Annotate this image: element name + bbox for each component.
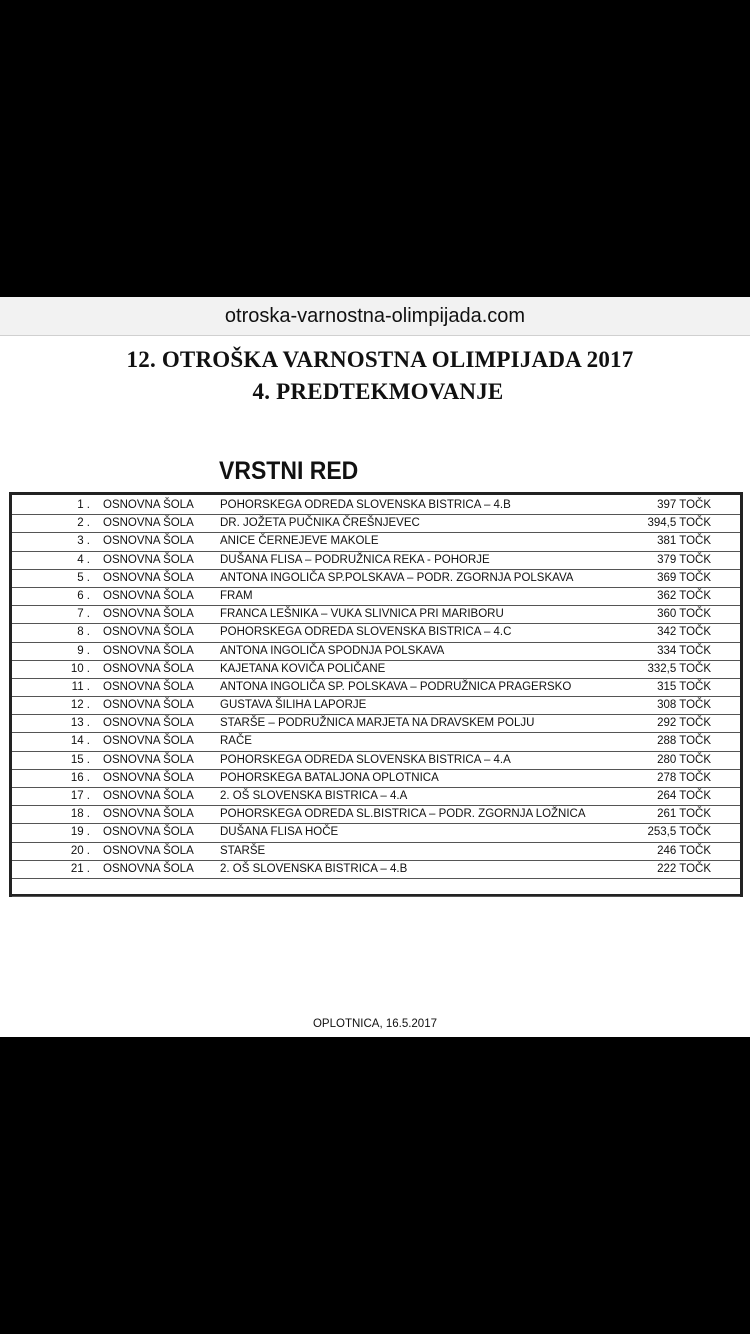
school-type-cell: OSNOVNA ŠOLA (103, 662, 194, 675)
school-type-cell: OSNOVNA ŠOLA (103, 771, 194, 784)
rank-cell: 6 . (77, 589, 90, 602)
rank-cell: 11 . (71, 680, 90, 693)
points-cell: 246 TOČK (657, 844, 711, 857)
school-name-cell: 2. OŠ SLOVENSKA BISTRICA – 4.A (220, 790, 408, 802)
school-name-cell: 2. OŠ SLOVENSKA BISTRICA – 4.B (220, 862, 408, 875)
table-row (12, 679, 740, 697)
document-page (0, 336, 750, 1037)
rank-cell: 7 . (77, 608, 90, 621)
rank-cell: 2 . (77, 517, 90, 530)
table-row (12, 697, 740, 715)
points-cell: 222 TOČK (657, 862, 711, 875)
rank-cell: 14 . (70, 735, 90, 748)
school-name-cell: RAČE (220, 735, 252, 748)
school-name-cell: STARŠE – PODRUŽNICA MARJETA NA DRAVSKEM POLJU (220, 717, 535, 730)
table-row (12, 806, 740, 824)
school-name-cell: POHORSKEGA ODREDA SLOVENSKA BISTRICA – 4.A (220, 753, 511, 766)
table-row (12, 533, 740, 551)
table-row (12, 643, 740, 661)
rank-cell: 10 . (70, 662, 90, 675)
points-cell: 381 TOČK (657, 535, 711, 548)
points-cell: 264 TOČK (657, 790, 711, 802)
points-cell: 315 TOČK (657, 680, 711, 693)
empty-row (12, 879, 740, 897)
rank-cell: 9 . (77, 644, 90, 657)
school-type-cell: OSNOVNA ŠOLA (103, 589, 194, 602)
rank-cell: 13 . (70, 717, 90, 730)
rank-cell: 18 . (70, 808, 90, 821)
ranking-table (9, 492, 743, 897)
points-cell: 308 TOČK (657, 699, 711, 712)
points-cell: 360 TOČK (657, 608, 711, 621)
points-cell: 342 TOČK (657, 626, 711, 639)
table-row (12, 497, 740, 515)
address-bar[interactable] (0, 297, 750, 336)
points-cell: 292 TOČK (657, 717, 711, 730)
table-row (12, 715, 740, 733)
points-cell: 369 TOČK (657, 571, 711, 584)
ranking-rows (12, 497, 740, 897)
school-type-cell: OSNOVNA ŠOLA (103, 553, 194, 566)
school-type-cell: OSNOVNA ŠOLA (103, 790, 194, 802)
school-type-cell: OSNOVNA ŠOLA (103, 735, 194, 748)
table-row (12, 552, 740, 570)
school-type-cell: OSNOVNA ŠOLA (103, 699, 194, 712)
school-type-cell: OSNOVNA ŠOLA (103, 826, 194, 839)
rank-cell: 20 . (70, 844, 90, 857)
rank-cell: 19 . (70, 826, 90, 839)
rank-cell: 17 . (70, 790, 90, 802)
points-cell: 397 TOČK (657, 499, 711, 511)
document-subtitle: 4. PREDTEKMOVANJE (252, 379, 504, 404)
rank-cell: 8 . (77, 626, 90, 639)
table-row (12, 752, 740, 770)
school-type-cell: OSNOVNA ŠOLA (103, 680, 194, 693)
rank-cell: 21 . (70, 862, 90, 875)
school-name-cell: ANTONA INGOLIČA SP.POLSKAVA – PODR. ZGORNJA POLSKAVA (220, 571, 574, 584)
school-name-cell: POHORSKEGA BATALJONA OPLOTNICA (220, 771, 439, 784)
table-row (12, 570, 740, 588)
table-row (12, 788, 740, 806)
school-type-cell: OSNOVNA ŠOLA (103, 517, 194, 530)
school-type-cell: OSNOVNA ŠOLA (103, 753, 194, 766)
school-name-cell: DUŠANA FLISA – PODRUŽNICA REKA - POHORJE (220, 553, 490, 566)
school-type-cell: OSNOVNA ŠOLA (103, 844, 194, 857)
table-row (12, 843, 740, 861)
school-type-cell: OSNOVNA ŠOLA (103, 608, 194, 621)
school-name-cell: STARŠE (220, 844, 266, 857)
table-row (12, 824, 740, 842)
points-cell: 288 TOČK (657, 735, 711, 748)
school-type-cell: OSNOVNA ŠOLA (103, 499, 194, 511)
table-row (12, 515, 740, 533)
rank-cell: 16 . (70, 771, 90, 784)
school-type-cell: OSNOVNA ŠOLA (103, 862, 194, 875)
points-cell: 394,5 TOČK (647, 517, 711, 530)
rank-cell: 3 . (77, 535, 90, 548)
table-row (12, 624, 740, 642)
school-name-cell: ANICE ČERNEJEVE MAKOLE (220, 535, 379, 548)
table-row (12, 588, 740, 606)
table-row (12, 661, 740, 679)
points-cell: 280 TOČK (657, 753, 711, 766)
points-cell: 334 TOČK (657, 644, 711, 657)
points-cell: 362 TOČK (657, 589, 711, 602)
points-cell: 261 TOČK (657, 808, 711, 821)
school-type-cell: OSNOVNA ŠOLA (103, 535, 194, 548)
rank-cell: 15 . (70, 753, 90, 766)
school-name-cell: DR. JOŽETA PUČNIKA ČREŠNJEVEC (220, 517, 420, 530)
school-name-cell: FRANCA LEŠNIKA – VUKA SLIVNICA PRI MARIBORU (220, 608, 504, 621)
school-name-cell: ANTONA INGOLIČA SP. POLSKAVA – PODRUŽNICA PRAGERSKO (220, 680, 572, 693)
school-name-cell: POHORSKEGA ODREDA SLOVENSKA BISTRICA – 4.B (220, 499, 511, 511)
document-footer: OPLOTNICA, 16.5.2017 (312, 1018, 437, 1030)
table-row (12, 733, 740, 751)
section-title: VRSTNI RED (219, 457, 359, 485)
school-type-cell: OSNOVNA ŠOLA (103, 644, 194, 657)
school-type-cell: OSNOVNA ŠOLA (103, 808, 194, 821)
table-row (12, 770, 740, 788)
school-name-cell: GUSTAVA ŠILIHA LAPORJE (220, 699, 367, 712)
school-type-cell: OSNOVNA ŠOLA (103, 717, 194, 730)
school-name-cell: POHORSKEGA ODREDA SLOVENSKA BISTRICA – 4.C (220, 626, 512, 639)
table-row (12, 606, 740, 624)
rank-cell: 12 . (70, 699, 90, 712)
points-cell: 379 TOČK (657, 553, 711, 566)
rank-cell: 5 . (77, 571, 90, 584)
rank-cell: 4 . (77, 553, 90, 566)
document-title: 12. OTROŠKA VARNOSTNA OLIMPIJADA 2017 (126, 347, 634, 372)
points-cell: 253,5 TOČK (647, 826, 711, 839)
school-name-cell: DUŠANA FLISA HOČE (220, 826, 339, 839)
points-cell: 332,5 TOČK (647, 662, 711, 675)
table-row (12, 861, 740, 879)
school-name-cell: KAJETANA KOVIČA POLIČANE (220, 662, 386, 675)
school-type-cell: OSNOVNA ŠOLA (103, 571, 194, 584)
school-type-cell: OSNOVNA ŠOLA (103, 626, 194, 639)
url-text: otroska-varnostna-olimpijada.com (224, 304, 526, 327)
points-cell: 278 TOČK (657, 771, 711, 784)
school-name-cell: FRAM (220, 589, 253, 602)
school-name-cell: POHORSKEGA ODREDA SL.BISTRICA – PODR. ZGORNJA LOŽNICA (220, 808, 586, 821)
school-name-cell: ANTONA INGOLIČA SPODNJA POLSKAVA (220, 644, 445, 657)
rank-cell: 1 . (77, 499, 90, 511)
